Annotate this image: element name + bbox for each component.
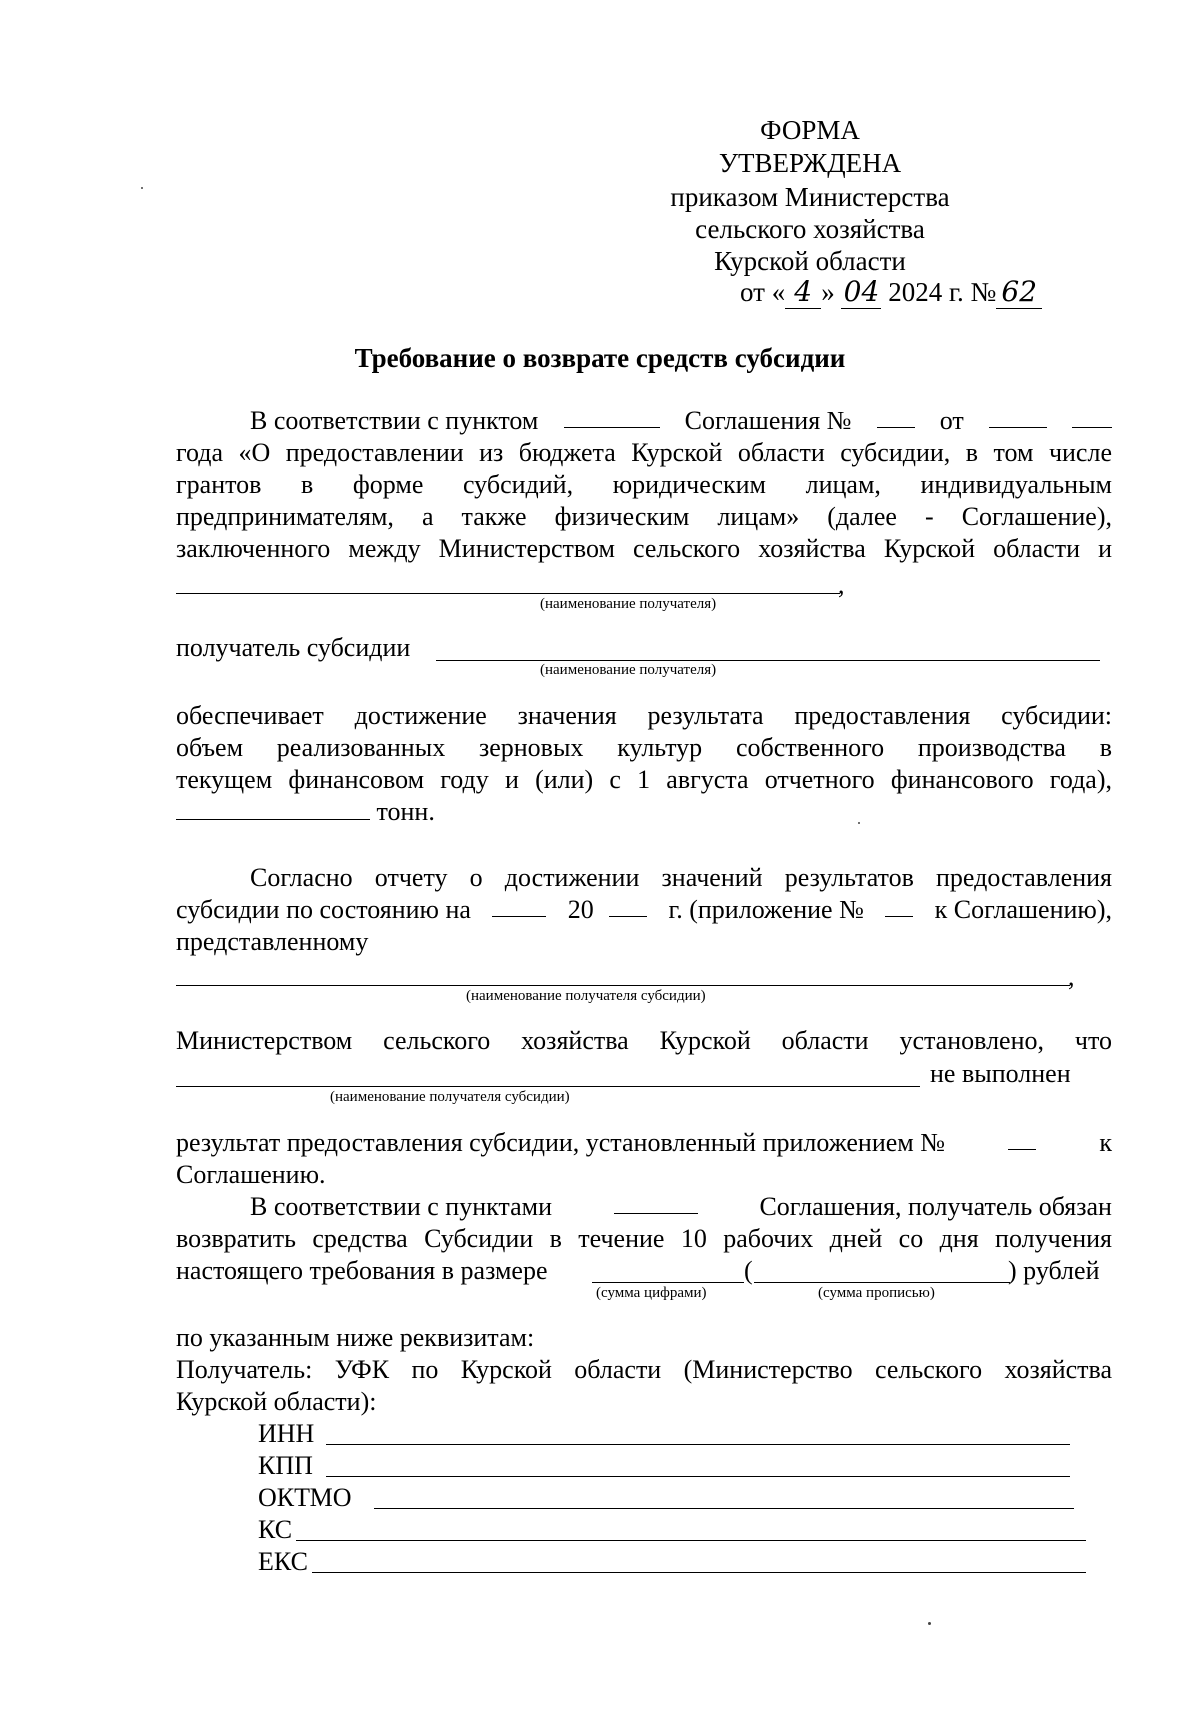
para3-line1: Согласно отчету о достижении значений результатов предоставления <box>250 863 1112 892</box>
stamp-month: 04 <box>841 276 881 309</box>
agreement-date-blank[interactable] <box>989 405 1047 428</box>
payee-line1: Получатель: УФК по Курской области (Министерство сельского хозяйства <box>176 1355 1112 1384</box>
para2-line2: объем реализованных зерновых культур собственного производства в <box>176 733 1112 762</box>
stamp-date-line <box>740 276 1042 309</box>
inn-field[interactable] <box>326 1444 1070 1445</box>
para3-text-b: 20 <box>567 895 594 924</box>
oktmo-label: ОКТМО <box>258 1483 352 1512</box>
para6-close-rubles: ) рублей <box>1008 1256 1100 1285</box>
stamp-line-ministry: сельского хозяйства <box>695 214 925 244</box>
recipient2-caption: (наименование получателя субсидии) <box>466 988 706 1004</box>
amount-words-field[interactable] <box>754 1282 1010 1283</box>
para5-text-b: к <box>1099 1128 1112 1157</box>
para6-line1 <box>250 1191 1112 1223</box>
para2-tons: тонн. <box>376 797 435 826</box>
para4-not-done: не выполнен <box>930 1059 1071 1088</box>
scan-speck <box>141 187 143 189</box>
recipient-comma: , <box>838 570 845 599</box>
scan-speck <box>928 1622 931 1625</box>
subsidy-recipient-caption: (наименование получателя) <box>540 662 717 678</box>
eks-label: ЕКС <box>258 1547 308 1576</box>
para5-line2: Соглашению. <box>176 1160 326 1189</box>
para5-text-a: результат предоставления субсидии, установленный приложением № <box>176 1128 946 1157</box>
report-date-blank[interactable] <box>492 894 546 917</box>
para3-text-a: субсидии по состоянию на <box>176 895 471 924</box>
tonnage-blank[interactable] <box>176 797 370 820</box>
non-performing-recipient-field[interactable] <box>176 1086 920 1087</box>
para5-line1 <box>176 1127 1112 1159</box>
subsidy-recipient-name-field[interactable] <box>176 985 1070 986</box>
subsidy-recipient-label: получатель субсидии <box>176 633 411 662</box>
amount-words-caption: (сумма прописью) <box>818 1285 935 1301</box>
para6-open-paren: ( <box>744 1256 753 1285</box>
payee-line2: Курской области): <box>176 1387 377 1416</box>
amount-digits-caption: (сумма цифрами) <box>596 1285 707 1301</box>
agreement-number-blank[interactable] <box>877 405 915 428</box>
subsidy-recipient-field[interactable] <box>436 660 1100 661</box>
para3-line3: представленному <box>176 927 369 956</box>
para6-line2: возвратить средства Субсидии в течение 10 рабочих дней со дня получения <box>176 1224 1112 1253</box>
appendix-number-blank[interactable] <box>885 894 913 917</box>
document-title: Требование о возврате средств субсидии <box>354 343 846 373</box>
para6-line3-text: настоящего требования в размере <box>176 1256 548 1285</box>
stamp-line-approved: УТВЕРЖДЕНА <box>718 148 902 178</box>
kpp-label: КПП <box>258 1451 313 1480</box>
recipient2-comma: , <box>1068 962 1075 991</box>
para6-text-b: Соглашения, получатель обязан <box>759 1192 1112 1221</box>
para1-text-b: Соглашения № <box>684 406 852 435</box>
inn-label: ИНН <box>258 1419 315 1448</box>
para2-line1: обеспечивает достижение значения результата предоставления субсидии: <box>176 701 1112 730</box>
eks-field[interactable] <box>312 1572 1086 1573</box>
para2-line4 <box>176 796 435 828</box>
para1-text-a: В соответствии с пунктом <box>250 406 539 435</box>
appendix2-number-blank[interactable] <box>1008 1127 1036 1150</box>
para1-line2: года «О предоставлении из бюджета Курской области субсидии, в том числе <box>176 438 1112 467</box>
stamp-number: 62 <box>996 276 1042 309</box>
para3-text-d: к Соглашению), <box>934 895 1112 924</box>
clauses-blank[interactable] <box>614 1191 698 1214</box>
clause-number-blank[interactable] <box>564 405 660 428</box>
para1-text-c: от <box>939 406 964 435</box>
stamp-date-prefix: от « <box>740 277 786 307</box>
amount-digits-field[interactable] <box>592 1282 744 1283</box>
para6-text-a: В соответствии с пунктами <box>250 1192 552 1221</box>
stamp-year: 2024 г. № <box>888 277 997 307</box>
stamp-line-order: приказом Министерства <box>670 182 950 212</box>
stamp-line-region: Курской области <box>714 246 906 276</box>
scan-speck <box>858 822 860 824</box>
para1-line1 <box>250 405 1112 437</box>
para1-line5: заключенного между Министерством сельского хозяйства Курской области и <box>176 534 1112 563</box>
para4-caption: (наименование получателя субсидии) <box>330 1089 570 1105</box>
stamp-date-mid: » <box>821 277 835 307</box>
recipient-name-field[interactable] <box>176 593 840 594</box>
para1-line3: грантов в форме субсидий, юридическим лицам, индивидуальным <box>176 470 1112 499</box>
para3-text-c: г. (приложение № <box>668 895 864 924</box>
ks-label: КС <box>258 1515 293 1544</box>
para4-line1: Министерством сельского хозяйства Курской области установлено, что <box>176 1026 1112 1055</box>
para2-line3: текущем финансовом году и (или) с 1 августа отчетного финансового года), <box>176 765 1112 794</box>
kpp-field[interactable] <box>326 1476 1070 1477</box>
recipient-caption: (наименование получателя) <box>540 596 717 612</box>
report-year-blank[interactable] <box>609 894 647 917</box>
stamp-line-forma: ФОРМА <box>760 115 860 145</box>
details-intro: по указанным ниже реквизитам: <box>176 1323 535 1352</box>
ks-field[interactable] <box>296 1540 1086 1541</box>
oktmo-field[interactable] <box>374 1508 1074 1509</box>
agreement-year-blank[interactable] <box>1072 405 1112 428</box>
stamp-day: 4 <box>785 276 821 309</box>
para1-line4: предпринимателям, а также физическим лицам» (далее - Соглашение), <box>176 502 1112 531</box>
para3-line2 <box>176 894 1112 926</box>
